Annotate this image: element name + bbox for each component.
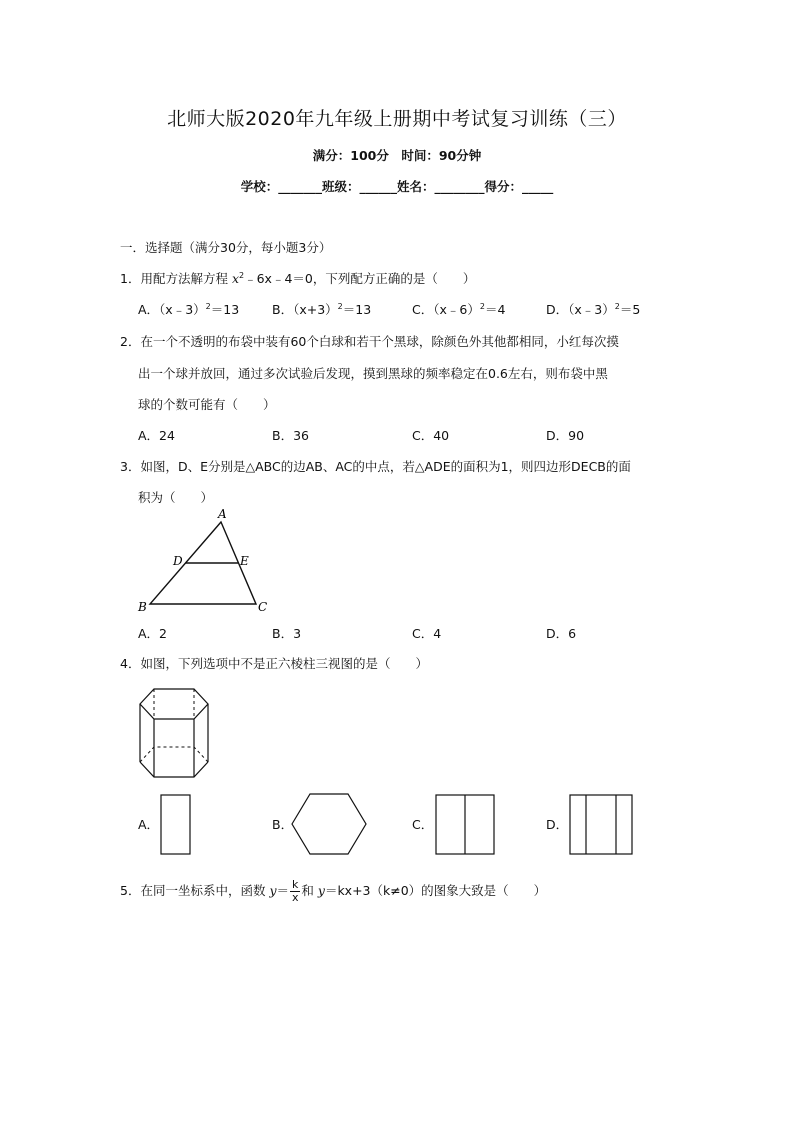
q1-option-a[interactable]: A．（x﹣3）$^2$＝13	[138, 301, 240, 317]
q4-option-d-label[interactable]: D．	[546, 817, 569, 832]
page-title: 北师大版2020年九年级上册期中考试复习训练（三）	[167, 108, 627, 130]
question-4: 4．如图，下列选项中不是正六棱柱三视图的是（ ）	[120, 656, 428, 671]
q4-option-c-label[interactable]: C．	[412, 817, 434, 832]
q4-option-a-label[interactable]: A．	[138, 817, 160, 832]
q1-text-pre: 1．用配方法解方程	[120, 271, 232, 286]
question-3-line-1: 3．如图，D、E分别是△ABC的边AB、AC的中点，若△ADE的面积为1，则四边形DECB的面	[120, 459, 631, 474]
q4-option-d-three-rectangles[interactable]	[569, 794, 635, 856]
q3-option-a[interactable]: A．2	[138, 626, 168, 641]
section-heading: 一．选择题（满分30分，每小题3分）	[120, 240, 332, 255]
label-e: E	[240, 554, 249, 568]
q1-var: x	[231, 271, 239, 286]
q3-option-d[interactable]: D．6	[546, 626, 577, 641]
question-2-line-1: 2．在一个不透明的布袋中装有60个白球和若干个黑球，除颜色外其他都相同，小红每次摸	[120, 334, 619, 349]
question-5: 5．在同一坐标系中，函数 y＝ $\frac{k}{x}$ 和 y＝kx+3（k≠0）的图象大致是（ ）	[120, 878, 547, 904]
q1-text-post: ﹣6x﹣4＝0，下列配方正确的是（ ）	[244, 271, 476, 286]
q3-option-c[interactable]: C．4	[412, 626, 442, 641]
question-2-line-2: 出一个球并放回，通过多次试验后发现，摸到黑球的频率稳定在0.6左右，则布袋中黑	[138, 366, 608, 381]
q4-option-c-two-rectangles[interactable]	[435, 794, 497, 856]
label-b: B	[138, 600, 147, 614]
q4-option-a-rectangle[interactable]	[160, 794, 192, 856]
q1-option-b[interactable]: B．$(x+3)^2=13$	[272, 301, 372, 317]
label-a: A	[218, 507, 227, 521]
label-d: D	[173, 554, 183, 568]
student-info-line: 学校：_______班级：______姓名：________得分：_____	[240, 179, 554, 194]
q2-option-d[interactable]: D．90	[546, 428, 585, 443]
question-3-line-2: 积为（ ）	[138, 490, 214, 505]
fraction-k-over-x: $\frac{k}{x}$	[291, 878, 299, 904]
question-1	[120, 271, 475, 287]
q3-option-b[interactable]: B．3	[272, 626, 302, 641]
q1-option-d[interactable]: D．（x﹣3）$^2$＝5	[546, 301, 641, 317]
q1-exponent: 2	[239, 270, 245, 280]
q1-option-c[interactable]: C．（x﹣6）$^2$＝4	[412, 301, 506, 317]
q2-option-c[interactable]: C．40	[412, 428, 450, 443]
exam-subtitle: 满分：100分 时间：90分钟	[312, 148, 482, 163]
hexagonal-prism-figure	[134, 684, 214, 780]
question-2-line-3: 球的个数可能有（ ）	[138, 397, 276, 412]
q4-option-b-label[interactable]: B．	[272, 817, 294, 832]
q2-option-a[interactable]: A．24	[138, 428, 175, 443]
label-c: C	[258, 600, 268, 614]
q2-option-b[interactable]: B．36	[272, 428, 309, 443]
triangle-figure	[130, 508, 280, 618]
q4-option-b-hexagon[interactable]	[290, 792, 370, 858]
